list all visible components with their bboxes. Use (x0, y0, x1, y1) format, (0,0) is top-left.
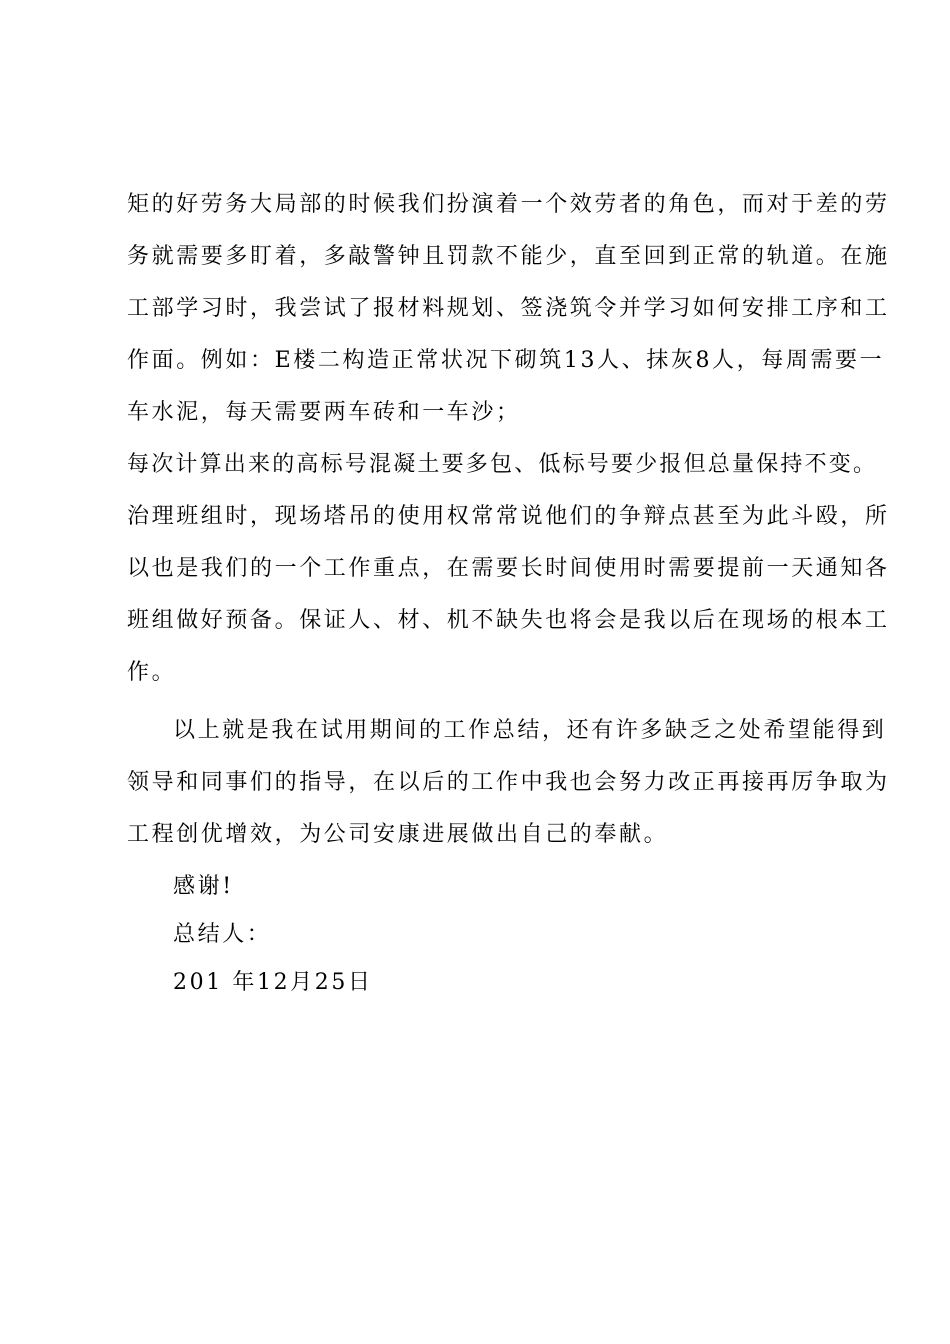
body-line-7: 治理班组时，现场塔吊的使用权常常说他们的争辩点甚至为此斗殴，所 (127, 504, 890, 529)
body-line-9: 班组做好预备。保证人、材、机不缺失也将会是我以后在现场的根本工 (127, 608, 890, 633)
body-line-8: 以也是我们的一个工作重点，在需要长时间使用时需要提前一天通知各 (127, 556, 890, 581)
conclusion-line-3: 工程创优增效，为公司安康进展做出自己的奉献。 (127, 822, 669, 847)
conclusion-line-2: 领导和同事们的指导，在以后的工作中我也会努力改正再接再厉争取为 (127, 770, 890, 795)
body-line-10: 作。 (127, 660, 177, 685)
date-text: 201 年12月25日 (173, 970, 373, 995)
author-label: 总结人： (173, 922, 272, 947)
body-line-5: 车水泥，每天需要两车砖和一车沙； (127, 400, 521, 425)
body-line-2: 务就需要多盯着，多敲警钟且罚款不能少，直至回到正常的轨道。在施 (127, 244, 890, 269)
body-line-1: 矩的好劳务大局部的时候我们扮演着一个效劳者的角色，而对于差的劳 (127, 192, 890, 217)
body-line-6: 每次计算出来的高标号混凝土要多包、低标号要少报但总量保持不变。 (127, 452, 878, 477)
document-body (127, 185, 890, 1011)
signoff-block (127, 867, 833, 1011)
body-line-3: 工部学习时，我尝试了报材料规划、签浇筑令并学习如何安排工序和工 (127, 296, 890, 321)
thanks-text: 感谢! (173, 874, 234, 899)
conclusion-line-1: 以上就是我在试用期间的工作总结，还有许多缺乏之处希望能得到 (173, 718, 887, 743)
body-line-4: 作面。例如：E楼二构造正常状况下砌筑13人、抹灰8人，每周需要一 (127, 348, 885, 373)
